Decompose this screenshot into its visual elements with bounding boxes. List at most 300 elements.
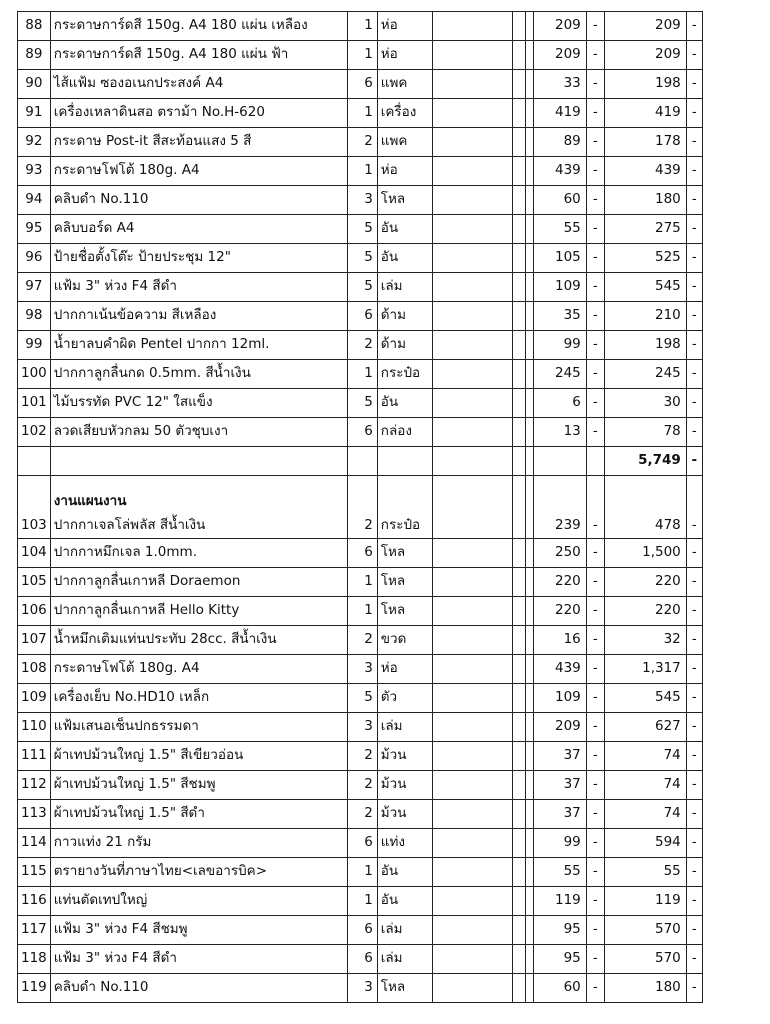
- item-unit: เล่ม: [377, 945, 432, 974]
- item-description: กระดาษโฟโต้ 180g. A4: [50, 655, 347, 684]
- total-dash: -: [686, 916, 702, 945]
- empty-cell: [525, 655, 533, 684]
- item-quantity: 1: [347, 360, 377, 389]
- item-description: ผ้าเทปม้วนใหญ่ 1.5" สีดำ: [50, 800, 347, 829]
- item-description: ผ้าเทปม้วนใหญ่ 1.5" สีชมพู: [50, 771, 347, 800]
- empty-cell: [525, 331, 533, 360]
- item-unit-price: 99: [533, 829, 586, 858]
- empty-cell: [512, 244, 525, 273]
- item-unit-price: 37: [533, 800, 586, 829]
- item-unit-price: 419: [533, 99, 586, 128]
- empty-cell: [525, 713, 533, 742]
- item-description: ไม้บรรทัด PVC 12" ใสแข็ง: [50, 389, 347, 418]
- empty-cell: [512, 568, 525, 597]
- price-dash: -: [586, 389, 604, 418]
- item-unit: กล่อง: [377, 418, 432, 447]
- empty-cell: [525, 539, 533, 568]
- price-dash: -: [586, 302, 604, 331]
- item-quantity: 5: [347, 684, 377, 713]
- empty-cell: [525, 186, 533, 215]
- empty-cell: [525, 742, 533, 771]
- empty-cell: [432, 128, 512, 157]
- total-dash: -: [686, 713, 702, 742]
- item-quantity: 1: [347, 12, 377, 41]
- item-unit-price: 55: [533, 858, 586, 887]
- empty-cell: [525, 215, 533, 244]
- item-unit-price: 245: [533, 360, 586, 389]
- table-row: [18, 389, 703, 418]
- total-dash: -: [686, 41, 702, 70]
- item-unit-price: 33: [533, 70, 586, 99]
- item-total: 275: [604, 215, 686, 244]
- price-dash: -: [586, 655, 604, 684]
- empty-cell: [525, 858, 533, 887]
- empty-cell: [512, 539, 525, 568]
- item-description: เครื่องเหลาดินสอ ตราม้า No.H-620: [50, 99, 347, 128]
- price-dash: -: [586, 626, 604, 655]
- total-dash: -: [686, 273, 702, 302]
- item-unit-price: 60: [533, 186, 586, 215]
- empty-cell: [512, 70, 525, 99]
- table-row: [18, 829, 703, 858]
- empty-cell: [432, 331, 512, 360]
- item-unit: อัน: [377, 887, 432, 916]
- price-dash: -: [586, 418, 604, 447]
- item-number: 97: [18, 273, 51, 302]
- item-unit-price: 37: [533, 771, 586, 800]
- item-number: 90: [18, 70, 51, 99]
- table-row: [18, 99, 703, 128]
- empty-cell: [432, 713, 512, 742]
- item-description: แฟ้ม 3" ห่วง F4 สีดำ: [50, 273, 347, 302]
- item-quantity: 2: [347, 128, 377, 157]
- empty-cell: [512, 186, 525, 215]
- item-number: 100: [18, 360, 51, 389]
- empty-cell: [432, 99, 512, 128]
- empty-cell: [512, 713, 525, 742]
- item-number: 105: [18, 568, 51, 597]
- item-number: 98: [18, 302, 51, 331]
- item-number: 118: [18, 945, 51, 974]
- empty-cell: [432, 742, 512, 771]
- table-row: [18, 302, 703, 331]
- empty-cell: [432, 887, 512, 916]
- item-unit: แพค: [377, 128, 432, 157]
- price-dash: -: [586, 331, 604, 360]
- item-quantity: 2: [347, 771, 377, 800]
- empty-cell: [432, 70, 512, 99]
- item-unit: ห่อ: [377, 12, 432, 41]
- section-header-row: [18, 476, 703, 539]
- item-number: 116: [18, 887, 51, 916]
- item-quantity: 5: [347, 244, 377, 273]
- item-quantity: 6: [347, 418, 377, 447]
- price-dash: -: [586, 476, 604, 539]
- item-unit-price: 89: [533, 128, 586, 157]
- item-quantity: 3: [347, 186, 377, 215]
- item-description: ป้ายชื่อตั้งโต๊ะ ป้ายประชุม 12": [50, 244, 347, 273]
- empty-cell: [512, 597, 525, 626]
- item-unit: โหล: [377, 568, 432, 597]
- item-unit: เล่ม: [377, 916, 432, 945]
- total-dash: -: [686, 626, 702, 655]
- table-row: [18, 539, 703, 568]
- item-description: คลิบบอร์ด A4: [50, 215, 347, 244]
- item-unit: เล่ม: [377, 273, 432, 302]
- table-row: [18, 800, 703, 829]
- item-total: 119: [604, 887, 686, 916]
- empty-cell: [432, 157, 512, 186]
- empty-cell: [512, 800, 525, 829]
- item-unit-price: 55: [533, 215, 586, 244]
- item-total: 220: [604, 568, 686, 597]
- table-row: [18, 215, 703, 244]
- item-total: 198: [604, 331, 686, 360]
- total-dash: -: [686, 244, 702, 273]
- item-unit: อัน: [377, 389, 432, 418]
- item-quantity: 6: [347, 539, 377, 568]
- item-total: 1,500: [604, 539, 686, 568]
- empty-cell: [512, 99, 525, 128]
- total-dash: -: [686, 476, 702, 539]
- table-row: [18, 858, 703, 887]
- table-row: [18, 684, 703, 713]
- item-number: 113: [18, 800, 51, 829]
- price-dash: -: [586, 829, 604, 858]
- item-number: 95: [18, 215, 51, 244]
- empty-cell: [512, 128, 525, 157]
- total-dash: -: [686, 99, 702, 128]
- empty-cell: [512, 626, 525, 655]
- table-row: [18, 41, 703, 70]
- item-unit: กระป๋อ: [377, 360, 432, 389]
- empty-cell: [432, 186, 512, 215]
- item-unit-price: 220: [533, 568, 586, 597]
- item-number: 117: [18, 916, 51, 945]
- price-dash: -: [586, 916, 604, 945]
- item-total: 627: [604, 713, 686, 742]
- item-table: [17, 11, 703, 1003]
- price-dash: -: [586, 70, 604, 99]
- empty-cell: [525, 302, 533, 331]
- subtotal-row: [18, 447, 703, 476]
- item-number: 96: [18, 244, 51, 273]
- table-row: [18, 916, 703, 945]
- total-dash: -: [686, 128, 702, 157]
- empty-cell: [525, 829, 533, 858]
- price-dash: -: [586, 568, 604, 597]
- empty-cell: [432, 41, 512, 70]
- empty-cell: [432, 568, 512, 597]
- total-dash: -: [686, 418, 702, 447]
- empty-cell: [525, 12, 533, 41]
- item-total: 78: [604, 418, 686, 447]
- item-description: ปากกาลูกลื่นเกาหลี Hello Kitty: [50, 597, 347, 626]
- price-dash: -: [586, 800, 604, 829]
- item-unit-price: 109: [533, 273, 586, 302]
- item-quantity: 6: [347, 302, 377, 331]
- total-dash: -: [686, 800, 702, 829]
- item-unit-price: 99: [533, 331, 586, 360]
- empty-cell: [512, 331, 525, 360]
- item-quantity: 5: [347, 389, 377, 418]
- total-dash: -: [686, 568, 702, 597]
- item-unit: โหล: [377, 974, 432, 1003]
- item-total: 180: [604, 186, 686, 215]
- total-dash: -: [686, 684, 702, 713]
- item-quantity: 2: [347, 800, 377, 829]
- item-number: 99: [18, 331, 51, 360]
- empty-cell: [525, 418, 533, 447]
- item-quantity: 2: [347, 742, 377, 771]
- empty-cell: [512, 215, 525, 244]
- empty-cell: [525, 70, 533, 99]
- item-unit: ด้าม: [377, 302, 432, 331]
- item-number: 110: [18, 713, 51, 742]
- subtotal-dash: -: [686, 447, 702, 476]
- empty-cell: [525, 157, 533, 186]
- item-number: 108: [18, 655, 51, 684]
- item-unit: ม้วน: [377, 771, 432, 800]
- item-number: 115: [18, 858, 51, 887]
- item-quantity: 6: [347, 945, 377, 974]
- price-dash: -: [586, 244, 604, 273]
- item-unit: กระป๋อ: [377, 476, 432, 539]
- price-dash: -: [586, 41, 604, 70]
- total-dash: -: [686, 331, 702, 360]
- item-total: 545: [604, 684, 686, 713]
- table-row: [18, 626, 703, 655]
- item-total: 570: [604, 916, 686, 945]
- item-unit: เล่ม: [377, 713, 432, 742]
- item-unit-price: 439: [533, 655, 586, 684]
- empty-cell: [432, 539, 512, 568]
- item-total: 74: [604, 800, 686, 829]
- item-unit: ห่อ: [377, 655, 432, 684]
- item-quantity: 2: [347, 626, 377, 655]
- item-total: 178: [604, 128, 686, 157]
- item-description: ปากกาลูกลื่นเกาหลี Doraemon: [50, 568, 347, 597]
- table-row: [18, 273, 703, 302]
- item-quantity: 3: [347, 974, 377, 1003]
- price-dash: -: [586, 273, 604, 302]
- item-total: 220: [604, 597, 686, 626]
- item-unit: โหล: [377, 186, 432, 215]
- empty-cell: [432, 626, 512, 655]
- empty-cell: [512, 858, 525, 887]
- item-quantity: 2: [347, 331, 377, 360]
- item-total: 478: [604, 476, 686, 539]
- table-row: [18, 70, 703, 99]
- item-quantity: 1: [347, 99, 377, 128]
- total-dash: -: [686, 655, 702, 684]
- item-number: 106: [18, 597, 51, 626]
- item-unit: อัน: [377, 858, 432, 887]
- table-body-group-a: [18, 12, 703, 447]
- price-dash: -: [586, 215, 604, 244]
- item-unit-price: 105: [533, 244, 586, 273]
- item-total: 32: [604, 626, 686, 655]
- empty-cell: [512, 12, 525, 41]
- table-row: [18, 360, 703, 389]
- item-description: น้ำหมึกเติมแท่นประทับ 28cc. สีน้ำเงิน: [50, 626, 347, 655]
- table-row: [18, 713, 703, 742]
- item-number: 92: [18, 128, 51, 157]
- price-dash: -: [586, 771, 604, 800]
- empty-cell: [512, 829, 525, 858]
- table-row: [18, 568, 703, 597]
- table-row: [18, 128, 703, 157]
- item-description: กระดาษการ์ดสี 150g. A4 180 แผ่น เหลือง: [50, 12, 347, 41]
- empty-cell: [512, 655, 525, 684]
- item-quantity: 6: [347, 916, 377, 945]
- item-unit: ตัว: [377, 684, 432, 713]
- item-unit: เครื่อง: [377, 99, 432, 128]
- price-dash: -: [586, 186, 604, 215]
- subtotal-amount: 5,749: [604, 447, 686, 476]
- item-quantity: 5: [347, 273, 377, 302]
- item-number: 88: [18, 12, 51, 41]
- empty-cell: [432, 655, 512, 684]
- item-description: ลวดเสียบหัวกลม 50 ตัวชุบเงา: [50, 418, 347, 447]
- total-dash: -: [686, 945, 702, 974]
- item-total: 210: [604, 302, 686, 331]
- item-quantity: 3: [347, 655, 377, 684]
- item-total: 209: [604, 41, 686, 70]
- item-unit-price: 16: [533, 626, 586, 655]
- item-unit: อัน: [377, 215, 432, 244]
- empty-cell: [432, 945, 512, 974]
- empty-cell: [432, 858, 512, 887]
- table-row: [18, 655, 703, 684]
- item-unit-price: 60: [533, 974, 586, 1003]
- item-description: ปากกาเจลโล่พลัส สีน้ำเงิน: [53, 516, 206, 533]
- item-total: 594: [604, 829, 686, 858]
- item-quantity: 1: [347, 157, 377, 186]
- empty-cell: [432, 597, 512, 626]
- item-description: แท่นตัดเทปใหญ่: [50, 887, 347, 916]
- item-quantity: 1: [347, 568, 377, 597]
- item-total: 74: [604, 742, 686, 771]
- item-description: คลิบดำ No.110: [50, 974, 347, 1003]
- empty-cell: [512, 771, 525, 800]
- empty-cell: [525, 568, 533, 597]
- item-unit-price: 95: [533, 945, 586, 974]
- item-unit: แพค: [377, 70, 432, 99]
- empty-cell: [512, 887, 525, 916]
- item-description: แฟ้มเสนอเซ็นปกธรรมดา: [50, 713, 347, 742]
- empty-cell: [432, 360, 512, 389]
- item-description: กาวแท่ง 21 กรัม: [50, 829, 347, 858]
- item-total: 545: [604, 273, 686, 302]
- item-unit-price: 239: [533, 476, 586, 539]
- total-dash: -: [686, 974, 702, 1003]
- item-unit: แท่ง: [377, 829, 432, 858]
- item-number: 104: [18, 539, 51, 568]
- empty-cell: [525, 916, 533, 945]
- item-unit-price: 220: [533, 597, 586, 626]
- price-dash: -: [586, 742, 604, 771]
- empty-cell: [525, 974, 533, 1003]
- table-row: [18, 974, 703, 1003]
- total-dash: -: [686, 186, 702, 215]
- empty-cell: [432, 302, 512, 331]
- empty-cell: [525, 360, 533, 389]
- price-dash: -: [586, 12, 604, 41]
- empty-cell: [432, 418, 512, 447]
- item-quantity: 1: [347, 597, 377, 626]
- empty-cell: [432, 215, 512, 244]
- table-row: [18, 945, 703, 974]
- item-description: แฟ้ม 3" ห่วง F4 สีดำ: [50, 945, 347, 974]
- item-total: 245: [604, 360, 686, 389]
- total-dash: -: [686, 302, 702, 331]
- item-unit: ม้วน: [377, 800, 432, 829]
- empty-cell: [512, 302, 525, 331]
- item-unit: ม้วน: [377, 742, 432, 771]
- item-total: 570: [604, 945, 686, 974]
- item-unit: ห่อ: [377, 157, 432, 186]
- item-number: 111: [18, 742, 51, 771]
- total-dash: -: [686, 887, 702, 916]
- item-unit-price: 250: [533, 539, 586, 568]
- item-number: 112: [18, 771, 51, 800]
- price-dash: -: [586, 157, 604, 186]
- total-dash: -: [686, 12, 702, 41]
- total-dash: -: [686, 858, 702, 887]
- empty-cell: [525, 273, 533, 302]
- table-body-group-b: [18, 539, 703, 1003]
- item-number: 119: [18, 974, 51, 1003]
- item-unit-price: 6: [533, 389, 586, 418]
- item-unit-price: 95: [533, 916, 586, 945]
- empty-cell: [525, 128, 533, 157]
- item-description: ปากกาลูกลื่นกด 0.5mm. สีน้ำเงิน: [50, 360, 347, 389]
- item-description-cell: [50, 476, 347, 539]
- item-quantity: 6: [347, 829, 377, 858]
- total-dash: -: [686, 829, 702, 858]
- item-quantity: 3: [347, 713, 377, 742]
- empty-cell: [512, 916, 525, 945]
- item-quantity: 1: [347, 887, 377, 916]
- item-unit-price: 209: [533, 12, 586, 41]
- item-unit-price: 439: [533, 157, 586, 186]
- item-total: 74: [604, 771, 686, 800]
- price-dash: -: [586, 713, 604, 742]
- item-unit: อัน: [377, 244, 432, 273]
- empty-cell: [512, 974, 525, 1003]
- item-number: 109: [18, 684, 51, 713]
- empty-cell: [432, 771, 512, 800]
- item-quantity: 5: [347, 215, 377, 244]
- table-row: [18, 771, 703, 800]
- item-number: 102: [18, 418, 51, 447]
- empty-cell: [432, 916, 512, 945]
- table-row: [18, 12, 703, 41]
- empty-cell: [512, 684, 525, 713]
- item-unit-price: 35: [533, 302, 586, 331]
- item-description: แฟ้ม 3" ห่วง F4 สีชมพู: [50, 916, 347, 945]
- empty-cell: [432, 244, 512, 273]
- item-description: คลิบดำ No.110: [50, 186, 347, 215]
- empty-cell: [512, 389, 525, 418]
- empty-cell: [512, 273, 525, 302]
- total-dash: -: [686, 771, 702, 800]
- empty-cell: [525, 597, 533, 626]
- section-group: [18, 476, 703, 539]
- item-unit: โหล: [377, 539, 432, 568]
- item-total: 209: [604, 12, 686, 41]
